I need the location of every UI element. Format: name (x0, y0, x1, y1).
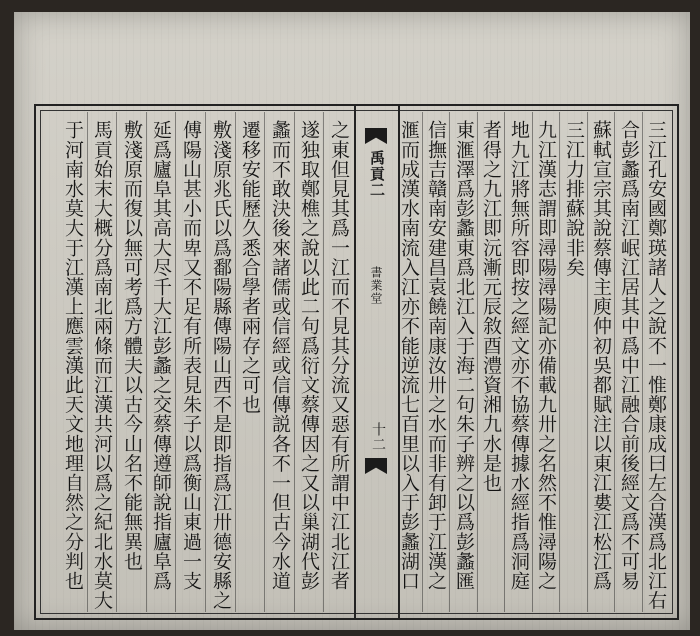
chapter-title: 禹貢二 (368, 150, 386, 198)
column-rule (642, 112, 643, 612)
text-column: 東滙澤爲彭蠡東爲北江入于海二句朱子辨之以爲彭蠡匯 (453, 120, 475, 591)
column-rule (205, 112, 206, 612)
publisher-name: 書業堂 (369, 266, 383, 305)
center-strip (354, 106, 400, 618)
column-rule (235, 112, 236, 612)
column-rule (116, 112, 117, 612)
page-number: 十二 (370, 422, 386, 452)
text-column: 馬貢始末大概分爲南北兩條而江漢共河以爲之紀北水莫大 (91, 120, 113, 610)
text-column: 敷淺原而復以無可考爲方體夫以古今山名不能無異也 (121, 120, 143, 571)
text-column: 合彭蠡爲南江岷江居其中爲中江融合前後經文爲不可易 (618, 120, 640, 591)
text-column: 地九江將無所容即按之經文亦不協蔡傳據水經指爲洞庭 (508, 120, 530, 591)
text-column: 信撫吉贛南安建昌袁饒南康汝卅之水而非有卸于江漢之 (425, 120, 447, 591)
text-column: 傅陽山甚小而卑又不足有所表見朱子以爲衡山東過一支 (180, 120, 202, 591)
text-column: 三江力排蘇說非矣 (563, 120, 585, 277)
column-rule (587, 112, 588, 612)
column-rule (614, 112, 615, 612)
column-rule (87, 112, 88, 612)
text-column: 蘇軾宣宗其說蔡傳主庾仲初吳都賦注以東江婁江松江爲 (590, 120, 612, 591)
printed-frame (34, 104, 679, 620)
text-column: 之東但見其爲一江而不見其分流又惡有所謂中江北江者 (328, 120, 350, 591)
column-rule (294, 112, 295, 612)
column-rule (422, 112, 423, 612)
column-rule (504, 112, 505, 612)
fishtail-mark-bottom (365, 458, 387, 474)
text-column: 九江漢志謂即潯陽潯陽記亦備載九卅之名然不惟潯陽之 (535, 120, 557, 591)
column-rule (323, 112, 324, 612)
column-rule (559, 112, 560, 612)
text-column: 延爲廬阜其高大尽千大江彭蠡之交蔡傳遵師說指廬阜爲 (150, 120, 172, 591)
book-leaf (14, 12, 690, 630)
text-column: 遂独取鄭樵之說以此二句爲衍文蔡傳因之又以巢湖代彭 (298, 120, 320, 591)
text-column: 遷移安能歷久悉合學者兩存之可也 (239, 120, 261, 414)
fishtail-mark-top (365, 128, 387, 144)
column-rule (175, 112, 176, 612)
column-rule (532, 112, 533, 612)
text-column: 于河南水莫大于江漢上應雲漢此天文地理自然之分判也 (62, 120, 84, 591)
text-column: 蠡而不敢決後來諸儒或信經或信傳説各不一但古今水道 (269, 120, 291, 591)
text-column: 滙而成漢水南流入江亦不能逆流七百里以入于彭蠡湖口 (398, 120, 420, 591)
text-column: 三江孔安國鄭瑛諸人之說不一惟鄭康成曰左合漢爲北江右 (645, 120, 667, 610)
column-rule (264, 112, 265, 612)
text-column: 者得之九江即沅漸元辰敘酉澧資湘九水是也 (480, 120, 502, 493)
column-rule (449, 112, 450, 612)
column-rule (477, 112, 478, 612)
column-rule (146, 112, 147, 612)
text-column: 敷淺原兆氏以爲鄱陽縣傳陽山西不是即指爲江卅德安縣之 (210, 120, 232, 610)
